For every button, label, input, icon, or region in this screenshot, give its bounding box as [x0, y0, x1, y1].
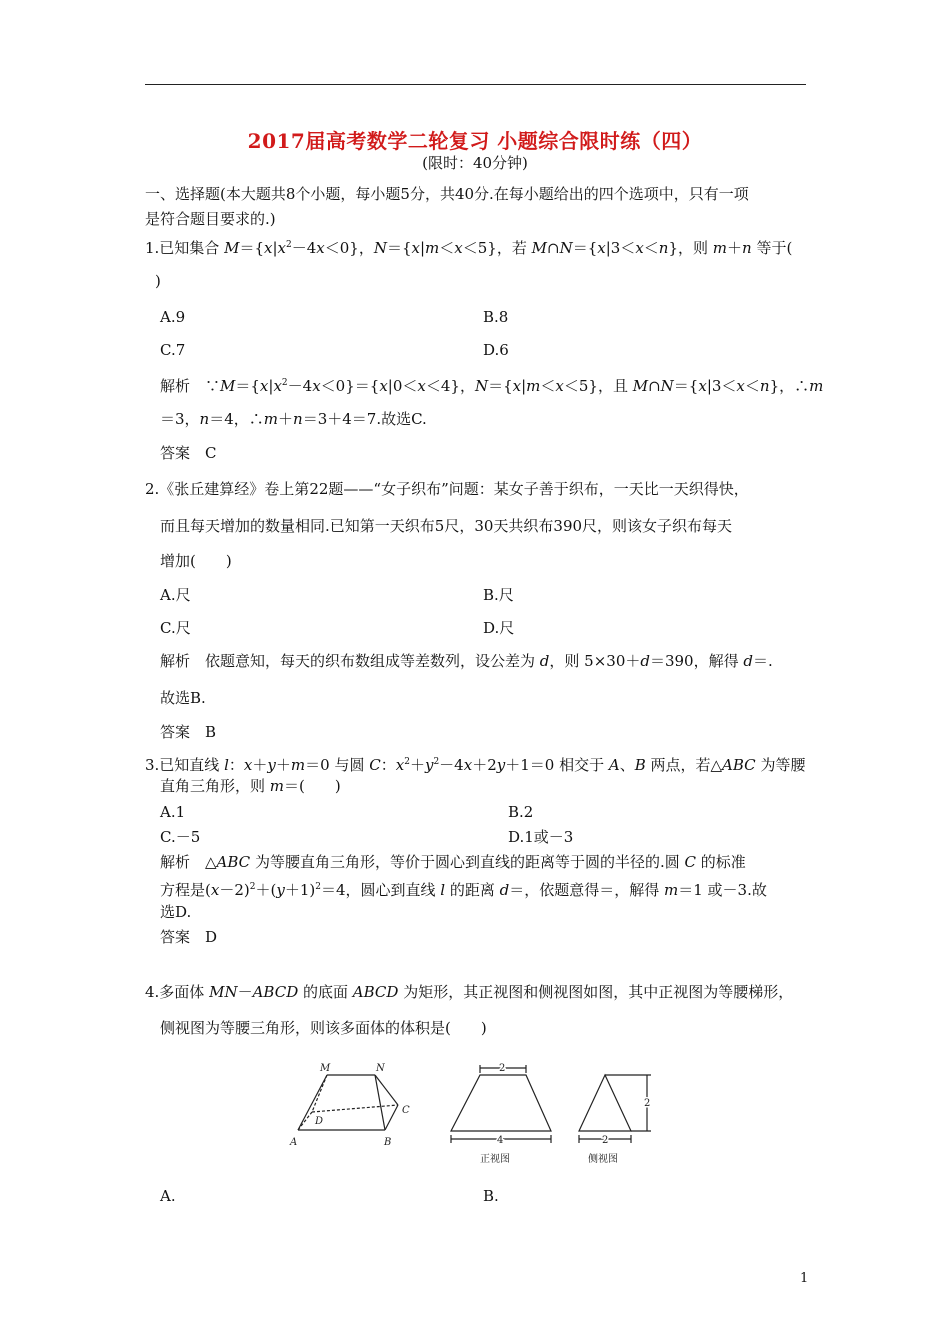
polyhedron-figure [298, 1075, 398, 1130]
label-c: C [402, 1105, 410, 1116]
q1-option-c: C.7 [160, 341, 186, 359]
q2-option-b: B.尺 [483, 586, 514, 604]
q1-stem: 1.已知集合 $M=\{x|x^2-4x<0\}$，N＝{x|m＜x＜5}，若 M∩N＝{x|3＜x＜n}，则 m＋n 等于( [145, 239, 793, 257]
q3-option-a: A.1 [160, 803, 186, 821]
q2-analysis-line2: 故选B. [160, 689, 206, 707]
label-a: A [290, 1137, 298, 1148]
q3-analysis-line2: 方程是$(x-2)^2+(y+1)^2=4$，圆心到直线 l 的距离 d＝，依题意得＝，解得 m＝1 或－3.故 [160, 881, 767, 899]
side-view-caption: 侧视图 [588, 1154, 618, 1165]
q3-option-d: D.1或－3 [508, 828, 574, 846]
front-view [451, 1065, 551, 1143]
q1-option-b: B.8 [483, 308, 509, 326]
q3-stem-line1: 3.已知直线 l：x＋y＋m＝0 与圆 C：$x^2+y^2-4x+2y+1=0$ 相交于 A、B 两点，若△ABC 为等腰 [145, 756, 806, 774]
q2-option-a: A.尺 [160, 586, 191, 604]
q1-analysis-line2: ＝3，n＝4，∴m＋n＝3＋4＝7.故选C. [160, 410, 427, 428]
side-bottom-dim: 2 [602, 1135, 609, 1146]
q4-option-b: B. [483, 1187, 499, 1205]
time-limit: (限时：40分钟) [422, 154, 528, 172]
page-title: 2017届高考数学二轮复习 小题综合限时练（四） [247, 129, 703, 153]
section-heading-line2: 是符合题目要求的.) [145, 210, 276, 228]
page-number: 1 [800, 1271, 809, 1286]
q3-analysis-line1: 解析 △ABC 为等腰直角三角形，等价于圆心到直线的距离等于圆的半径的.圆 C 的标准 [160, 853, 746, 871]
label-b: B [384, 1137, 392, 1148]
side-view [579, 1075, 651, 1143]
label-n: N [376, 1063, 385, 1074]
q1-stem-end: ) [155, 272, 161, 290]
q4-stem-line1: 4.多面体 MN－ABCD 的底面 ABCD 为矩形，其正视图和侧视图如图，其中正视图为等腰梯形， [145, 983, 794, 1001]
front-top-dim: 2 [499, 1063, 506, 1074]
label-d: D [315, 1116, 324, 1127]
q1-answer: 答案 C [160, 444, 217, 462]
q2-option-c: C.尺 [160, 619, 191, 637]
q2-stem-line1: 2.《张丘建算经》卷上第22题——“女子织布”问题：某女子善于织布，一天比一天织得快， [145, 480, 749, 498]
q1-option-d: D.6 [483, 341, 509, 359]
q4-option-a: A. [160, 1187, 176, 1205]
q4-stem-line2: 侧视图为等腰三角形，则该多面体的体积是( ) [160, 1019, 487, 1037]
q3-analysis-line3: 选D. [160, 903, 192, 921]
section-heading-line1: 一、选择题(本大题共8个小题，每小题5分，共40分.在每小题给出的四个选项中，只有一项 [145, 185, 749, 203]
label-m: M [320, 1063, 331, 1074]
q2-stem-line3: 增加( ) [160, 552, 232, 570]
q2-stem-line2: 而且每天增加的数量相同.已知第一天织布5尺，30天共织布390尺，则该女子织布每天 [160, 517, 733, 535]
side-height-dim: 2 [644, 1098, 651, 1109]
q1-option-a: A.9 [160, 308, 186, 326]
q4-figure [280, 1055, 680, 1175]
q2-option-d: D.尺 [483, 619, 515, 637]
front-bottom-dim: 4 [497, 1135, 504, 1146]
q1-analysis-line1: 解析 $\because M=\{x|x^2-4x<0\}=\{x|0<x<4\}$，N＝{x|m＜x＜5}，且 M∩N＝{x|3＜x＜n}，∴m [160, 377, 824, 395]
q3-option-b: B.2 [508, 803, 534, 821]
q2-answer: 答案 B [160, 723, 217, 741]
q2-analysis-line1: 解析 依题意知，每天的织布数组成等差数列，设公差为 d，则 5×30＋d＝390，解得 d＝. [160, 652, 773, 670]
front-view-caption: 正视图 [480, 1154, 510, 1165]
q3-stem-line2: 直角三角形，则 m＝( ) [160, 777, 341, 795]
q3-option-c: C.－5 [160, 828, 201, 846]
q3-answer: 答案 D [160, 928, 218, 946]
header-rule [145, 84, 806, 85]
